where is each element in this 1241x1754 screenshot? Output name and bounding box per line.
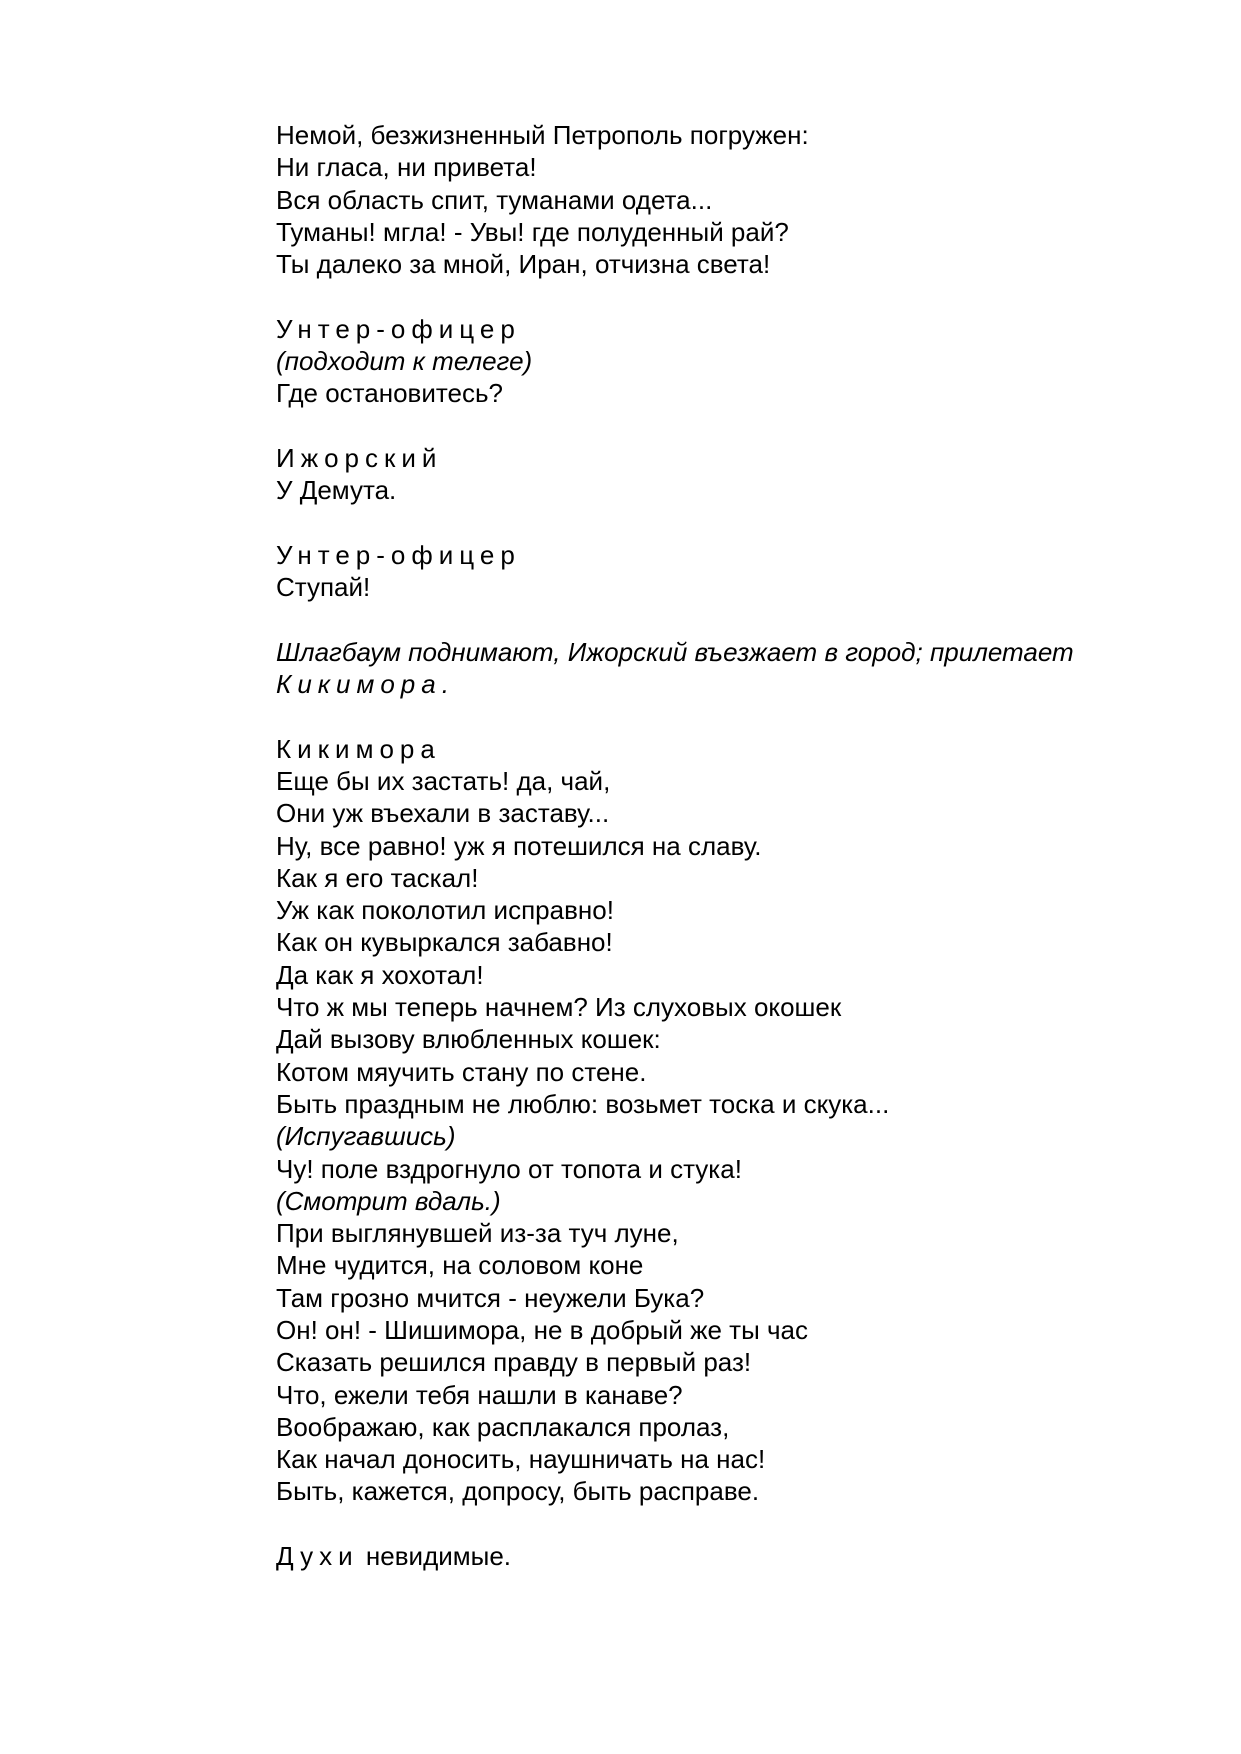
verse-line: Воображаю, как расплакался пролаз, bbox=[276, 1411, 730, 1442]
verse-line: Вся область спит, туманами одета... bbox=[276, 184, 713, 215]
verse-line: Котом мяучить стану по стене. bbox=[276, 1056, 647, 1087]
stage-direction: (Испугавшись) bbox=[276, 1121, 456, 1152]
verse-line: Что, ежели тебя нашли в канаве? bbox=[276, 1379, 683, 1410]
spacer bbox=[276, 410, 1176, 442]
verse-line: При выглянувшей из-за туч луне, bbox=[276, 1218, 679, 1249]
speaker-note: невидимые. bbox=[358, 1541, 512, 1572]
document-page bbox=[276, 119, 1176, 1572]
verse-line: Дай вызову влюбленных кошек: bbox=[276, 1024, 661, 1055]
verse-line: Туманы! мгла! - Увы! где полуденный рай? bbox=[276, 216, 789, 247]
stage-punctuation: . bbox=[441, 669, 449, 700]
spacer bbox=[276, 700, 1176, 732]
spacer bbox=[276, 1508, 1176, 1540]
verse-line: Ну, все равно! уж я потешился на славу. bbox=[276, 830, 762, 861]
speaker-name: Кикимора bbox=[276, 733, 441, 764]
verse-line: Там грозно мчится - неужели Бука? bbox=[276, 1282, 705, 1313]
verse-line: Ты далеко за мной, Иран, отчизна света! bbox=[276, 249, 771, 280]
verse-line: Он! он! - Шишимора, не в добрый же ты час bbox=[276, 1314, 809, 1345]
stage-direction: (подходит к телеге) bbox=[276, 346, 533, 377]
verse-line: Немой, безжизненный Петрополь погружен: bbox=[276, 120, 809, 150]
speaker-name: Ижорский bbox=[276, 442, 443, 473]
verse-line: Да как я хохотал! bbox=[276, 959, 484, 990]
verse-line: Быть, кажется, допросу, быть расправе. bbox=[276, 1476, 760, 1507]
verse-line: Что ж мы теперь начнем? Из слуховых окошек bbox=[276, 992, 842, 1023]
verse-line: Мне чудится, на соловом коне bbox=[276, 1250, 644, 1281]
verse-line: Уж как поколотил исправно! bbox=[276, 895, 614, 926]
speaker-name: Унтер-офицер bbox=[276, 539, 521, 570]
speaker-name: Унтер-офицер bbox=[276, 313, 521, 344]
verse-line: Они уж въехали в заставу... bbox=[276, 798, 610, 829]
verse-line: Как я его таскал! bbox=[276, 862, 479, 893]
verse-line: Чу! поле вздрогнуло от топота и стука! bbox=[276, 1153, 742, 1184]
speaker-name: Духи bbox=[276, 1541, 359, 1572]
verse-line: Быть праздным не люблю: возьмет тоска и скука... bbox=[276, 1088, 890, 1119]
stage-direction: (Смотрит вдаль.) bbox=[276, 1185, 501, 1216]
stage-direction bbox=[276, 668, 1176, 700]
verse-line: Как он кувыркался забавно! bbox=[276, 927, 613, 958]
verse-line: У Демута. bbox=[276, 475, 397, 506]
spacer bbox=[276, 603, 1176, 635]
verse-line: Сказать решился правду в первый раз! bbox=[276, 1347, 752, 1378]
verse-line: Ни гласа, ни привета! bbox=[276, 152, 537, 183]
verse-line: Как начал доносить, наушничать на нас! bbox=[276, 1444, 766, 1475]
stage-direction: Шлагбаум поднимают, Ижорский въезжает в город; прилетает bbox=[276, 636, 1074, 667]
verse-line: Ступай! bbox=[276, 572, 371, 603]
spacer bbox=[276, 507, 1176, 539]
verse-line: Где остановитесь? bbox=[276, 378, 503, 409]
verse-line: Еще бы их застать! да, чай, bbox=[276, 765, 611, 796]
spacer bbox=[276, 280, 1176, 312]
stage-character-name: Кикимора bbox=[276, 669, 442, 700]
speaker-heading bbox=[276, 1540, 1176, 1572]
